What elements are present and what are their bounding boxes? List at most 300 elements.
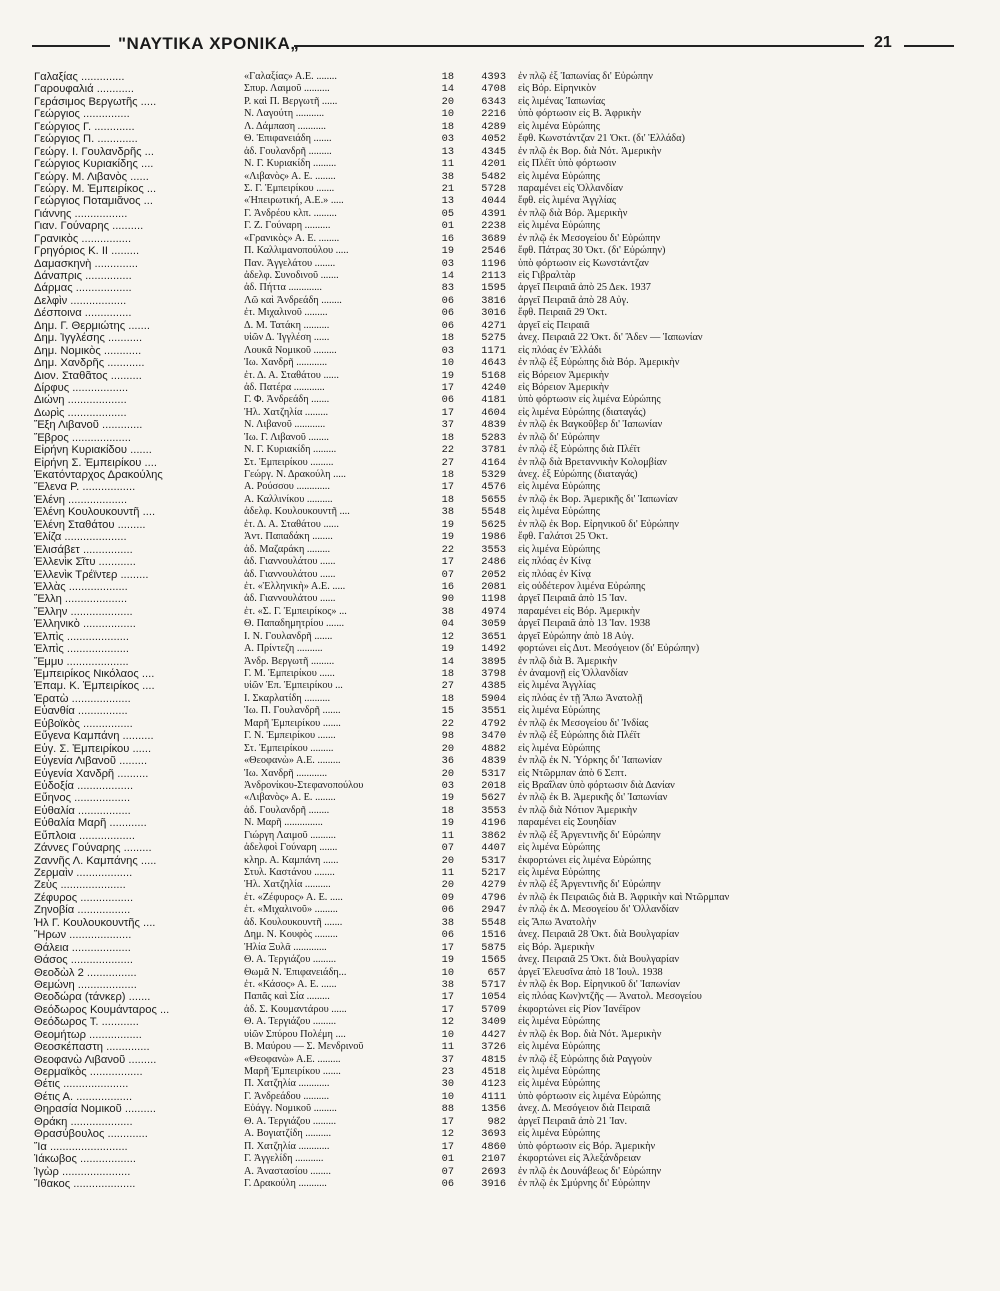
ship-name: Ζερμαὶν .................. (34, 867, 133, 879)
owner-name: υἱῶν Σπύρου Πολέμη .... (244, 1028, 346, 1040)
owner-name: ἀδ. Γιαννουλάτου ...... (244, 556, 336, 568)
tonnage: 4974 (481, 605, 506, 618)
owner-name: Ἰω. Χανδρῆ ............ (244, 357, 328, 369)
owner-name: ἀδελφ. Συνοδινοῦ ....... (244, 270, 339, 281)
ship-name: Ζεὺς ..................... (34, 879, 126, 892)
ship-name: Εὐγενία Χανδρῆ .......... (34, 767, 149, 780)
table-row (34, 432, 974, 444)
ship-position: ὑπὸ φόρτωσιν εἰς λιμένα Εὐρώπης (518, 394, 661, 406)
tonnage: 4279 (481, 879, 506, 892)
tonnage: 1986 (481, 531, 506, 544)
ship-name: Θερμαϊκὸς ................. (34, 1066, 143, 1078)
table-row (34, 1153, 974, 1165)
ship-name: Εὐθαλία ................. (34, 804, 131, 817)
ship-position: ἐν πλῷ ἐξ Εὐρώπης διὰ Πλέϊτ (518, 730, 641, 742)
ship-position: εἰς λιμένα Εὐρώπης (518, 1041, 600, 1053)
ship-name: Ἰγὼρ ...................... (34, 1165, 131, 1178)
table-row (34, 220, 974, 232)
ship-name: Δωρὶς ................... (34, 406, 127, 419)
ship-name: Ἑλλὰς ................... (34, 580, 128, 593)
owner-name: Θ. Ἐπιφανειάδη ....... (244, 133, 332, 145)
build-year: 11 (441, 1041, 454, 1054)
tonnage: 5275 (481, 332, 506, 345)
ship-position: ἐκφορτώνει εἰς Ρίον Ἰανέϊρον (518, 1003, 641, 1015)
table-row (34, 867, 974, 879)
ship-name: Ἑλένη ................... (34, 493, 128, 506)
tonnage: 4643 (481, 357, 506, 370)
ship-name: Ἕλλην .................... (34, 605, 133, 618)
ship-name: Εὐγ. Σ. Ἐμπειρίκου ...... (34, 742, 152, 755)
owner-name: «Ἠπειρωτική, Α.Ε.» ..... (244, 195, 344, 207)
page-header (32, 34, 982, 56)
build-year: 19 (441, 817, 454, 830)
ship-name: Θεοδώρα (τάνκερ) ....... (34, 991, 151, 1004)
owner-name: Ν. Γ. Κυριακίδη ......... (244, 444, 337, 456)
table-row (34, 1116, 974, 1128)
build-year: 14 (441, 270, 454, 282)
ship-name: Γεώργ. Ι. Γουλανδρῆς ... (34, 145, 155, 158)
table-row (34, 1178, 974, 1190)
ship-name: Ζάννες Γούναρης ......... (34, 842, 152, 855)
owner-name: Π. Χατζηλία ............ (244, 1078, 330, 1090)
tonnage: 3409 (481, 1016, 506, 1029)
table-row (34, 258, 974, 270)
table-row (34, 805, 974, 817)
build-year: 19 (441, 954, 454, 967)
tonnage: 2052 (481, 568, 506, 581)
ship-name: Γαλαξίας .............. (34, 71, 125, 83)
ship-name: Θρασύβουλος ............. (34, 1128, 148, 1141)
build-year: 18 (441, 469, 454, 481)
owner-name: Στυλ. Καστάνου ........ (244, 867, 335, 878)
table-row (34, 195, 974, 207)
ship-name: Θάσος .................... (34, 954, 133, 967)
build-year: 20 (441, 742, 454, 755)
ship-name: Γεώργ. Μ. Λιβανὸς ...... (34, 170, 149, 183)
owner-name: «Λιβανὸς» Α. Ε. ........ (244, 792, 336, 804)
ship-name: Ἔβρος ................... (34, 431, 131, 444)
ship-name: Εὐθαλία Μαρῆ ............ (34, 817, 147, 830)
ship-name: Δάρμας .................. (34, 282, 132, 295)
build-year: 17 (441, 941, 454, 954)
build-year: 04 (441, 618, 454, 631)
build-year: 17 (441, 1115, 454, 1128)
table-row (34, 917, 974, 929)
build-year: 27 (441, 680, 454, 693)
tonnage: 3816 (481, 294, 506, 307)
owner-name: Ρ. καὶ Π. Βεργωτῆ ...... (244, 95, 338, 107)
ship-position: ἀργεῖ Πειραιᾶ ἀπὸ 28 Αὐγ. (518, 294, 629, 306)
table-row (34, 768, 974, 780)
table-row (34, 519, 974, 531)
tonnage: 2113 (481, 270, 506, 282)
owner-name: Θ. Παπαδημητρίου ....... (244, 618, 345, 630)
ship-position: ἀργεῖ Ἐλευσῖνα ἀπὸ 18 Ἰουλ. 1938 (518, 966, 663, 978)
build-year: 06 (441, 904, 454, 917)
table-row (34, 531, 974, 543)
tonnage: 5548 (481, 506, 506, 519)
build-year: 14 (441, 655, 454, 668)
ship-position: εἰς Γιβραλτὰρ (518, 270, 576, 281)
ship-name: Ἑλένη Κουλουκουντῆ .... (34, 506, 156, 519)
ship-positions-table (34, 71, 974, 1190)
ship-name: Ἕλλη .................... (34, 593, 128, 606)
table-row (34, 631, 974, 643)
ship-position: εἰς λιμένα Εὐρώπης (518, 705, 600, 717)
tonnage: 1565 (481, 954, 506, 967)
owner-name: Ν. Μαρῆ ............... (244, 817, 323, 829)
table-row (34, 1091, 974, 1103)
ship-position: εἰς πλόας ἐν Ἑλλάδι (518, 344, 602, 356)
ship-position: παραμένει εἰς Σουηδίαν (518, 817, 617, 829)
tonnage: 3693 (481, 1128, 506, 1141)
ship-position: εἰς λιμένα Εὐρώπης (518, 506, 600, 518)
build-year: 90 (441, 593, 454, 606)
ship-position: ἀργεῖ Πειραιᾶ ἀπὸ 25 Δεκ. 1937 (518, 282, 651, 294)
tonnage: 3551 (481, 705, 506, 718)
table-row (34, 693, 974, 705)
table-row (34, 419, 974, 431)
owner-name: Α. Ρούσσου ............. (244, 481, 330, 493)
owner-name: Δημ. Ν. Κουφὸς ......... (244, 929, 338, 941)
ship-name: Δάναπρις ............... (34, 270, 132, 282)
ship-position: ἐν πλῷ ἐκ Πειραιῶς διὰ Β. Ἀφρικὴν καὶ Ντῶρμπαν (518, 891, 730, 903)
owner-name: ἀδ. Γιαννουλάτου ...... (244, 568, 336, 580)
build-year: 03 (441, 133, 454, 146)
owner-name: ἀδ. Γουλανδρῆ ........ (244, 804, 330, 816)
tonnage: 3895 (481, 655, 506, 668)
ship-position: ἀνεχ. Πειραιᾶ 25 Ὀκτ. διὰ Βουλγαρίαν (518, 954, 679, 966)
ship-name: Ἑλένη Σταθάτου ......... (34, 518, 146, 531)
ship-position: ἔφθ. Πειραιᾶ 29 Ὀκτ. (518, 307, 608, 319)
owner-name: Α. Πρίντεζη .......... (244, 643, 323, 655)
tonnage: 1516 (481, 929, 506, 942)
build-year: 88 (441, 1103, 454, 1116)
table-row (34, 1016, 974, 1028)
ship-name: Δαμασκηνὴ .............. (34, 257, 139, 270)
ship-name: Ἑλισάβετ ................ (34, 543, 133, 556)
ship-name: Εἰρήνη Κυριακίδου ....... (34, 444, 152, 457)
ship-name: Ζηνοβία ................. (34, 904, 131, 917)
tonnage: 4052 (481, 133, 506, 146)
table-row (34, 1103, 974, 1115)
ship-position: ἐκφορτώνει εἰς Ἀλεξάνδρειαν (518, 1153, 641, 1165)
owner-name: Ἰω. Γ. Λιβανοῦ ........ (244, 431, 330, 443)
header-rule-middle (294, 45, 864, 47)
table-row (34, 481, 974, 493)
table-row (34, 1066, 974, 1078)
ship-position: ἐν πλῷ ἐκ Σμύρνης δι' Εὐρώπην (518, 1177, 651, 1189)
ship-name: Ἐμπειρίκος Νικόλαος .... (34, 668, 155, 680)
ship-name: Γρανικὸς ................ (34, 232, 132, 245)
tonnage: 4385 (481, 680, 506, 693)
tonnage: 1054 (481, 991, 506, 1004)
build-year: 17 (441, 481, 454, 494)
tonnage: 4792 (481, 717, 506, 730)
ship-position: ἀνεχ. ἐξ Εὐρώπης (διαταγάς) (518, 469, 638, 480)
table-row (34, 133, 974, 145)
tonnage: 4882 (481, 742, 506, 755)
table-row (34, 345, 974, 357)
tonnage: 5217 (481, 867, 506, 879)
tonnage: 5548 (481, 916, 506, 929)
tonnage: 2486 (481, 556, 506, 569)
header-rule-right (904, 45, 954, 47)
table-row (34, 320, 974, 332)
build-year: 98 (441, 730, 454, 743)
table-row (34, 1041, 974, 1053)
owner-name: Ἰω. Χανδρῆ ............ (244, 767, 328, 779)
tonnage: 4181 (481, 394, 506, 407)
ship-position: ἐν πλῷ ἐκ Βορ. Εἰρηνικοῦ δι' Ἰαπωνίαν (518, 978, 681, 990)
owner-name: Ἀνδρονίκου-Στεφανοπούλου (244, 779, 364, 791)
ship-position: ἐν πλῷ ἐκ Βαγκοῦβερ δι' Ἰαπωνίαν (518, 419, 663, 431)
ship-name: Ἠλ Γ. Κουλουκουντῆς .... (34, 916, 156, 929)
ship-name: Γαρουφαλιά ............ (34, 83, 135, 96)
ship-name: Εὔγενα Καμπάνη .......... (34, 730, 154, 743)
ship-position: ἐν πλῷ ἐκ Βορ. Ἀμερικῆς δι' Ἰαπωνίαν (518, 493, 678, 505)
owner-name: ἀδ. Κουλουκουντῆ ....... (244, 916, 343, 928)
ship-position: εἰς λιμένα Εὐρώπης (518, 120, 600, 132)
owner-name: ἐτ. «Κάσος» Α. Ε. ...... (244, 978, 337, 990)
table-row (34, 643, 974, 655)
owner-name: Ν. Λαγούτη ........... (244, 108, 325, 120)
ship-position: παραμένει εἰς Βόρ. Ἀμερικὴν (518, 605, 640, 617)
ship-name: Ἑλλενὶκ Τρέϊντερ ......... (34, 568, 149, 581)
ship-name: Εὔπλοια .................. (34, 829, 135, 842)
build-year: 38 (441, 506, 454, 519)
ship-name: Ἑκατόνταρχος Δρακούλης (34, 469, 163, 481)
build-year: 18 (441, 120, 454, 133)
build-year: 37 (441, 1053, 454, 1066)
tonnage: 3798 (481, 668, 506, 680)
tonnage: 3553 (481, 804, 506, 817)
build-year: 20 (441, 767, 454, 780)
ship-name: Ἑλληνικὸ ................. (34, 618, 136, 631)
table-row (34, 967, 974, 979)
tonnage: 1492 (481, 643, 506, 656)
table-row (34, 581, 974, 593)
build-year: 12 (441, 1016, 454, 1029)
owner-name: ἐτ. «Μιχαλινοῦ» ......... (244, 904, 338, 916)
owner-name: Μαρῆ Ἐμπειρίκου ....... (244, 717, 341, 729)
ship-position: εἰς Βόρ. Ἀμερικὴν (518, 941, 595, 953)
table-row (34, 1054, 974, 1066)
tonnage: 2693 (481, 1165, 506, 1178)
ship-position: ἐν ἀναμονῇ εἰς Ὀλλανδίαν (518, 668, 628, 679)
tonnage: 5655 (481, 493, 506, 506)
ship-name: Ζέφυρος ................. (34, 891, 134, 904)
table-row (34, 83, 974, 95)
ship-position: ἐν πλῷ ἐκ Βορ. διὰ Νότ. Ἀμερικὴν (518, 145, 662, 157)
owner-name: υἱῶν Ἐπ. Ἐμπειρίκου ... (244, 680, 343, 692)
table-row (34, 183, 974, 195)
build-year: 06 (441, 319, 454, 332)
ship-position: ἀργεῖ Πειραιᾶ ἀπὸ 13 Ἰαν. 1938 (518, 618, 651, 630)
owner-name: Γ. Ἀνδρεάδου .......... (244, 1090, 330, 1102)
tonnage: 3916 (481, 1177, 506, 1190)
build-year: 17 (441, 1003, 454, 1016)
tonnage: 6343 (481, 95, 506, 108)
ship-position: ἐν πλῷ ἐκ Δουνάβεως δι' Εὐρώπην (518, 1165, 662, 1177)
build-year: 12 (441, 630, 454, 643)
tonnage: 4427 (481, 1028, 506, 1041)
ship-name: Γεώργιος ............... (34, 108, 130, 121)
table-row (34, 718, 974, 730)
build-year: 20 (441, 854, 454, 867)
build-year: 07 (441, 1165, 454, 1178)
build-year: 38 (441, 605, 454, 618)
journal-title: "ΝΑΥΤΙΚΑ ΧΡΟΝΙΚΑ„ (118, 34, 300, 53)
tonnage: 5875 (481, 941, 506, 954)
table-row (34, 593, 974, 605)
ship-name: Ἔμμυ .................... (34, 655, 129, 668)
owner-name: Λῶ καὶ Ἀνδρεάδη ........ (244, 294, 342, 306)
ship-name: Θεοφανὼ Λιβανοῦ ......... (34, 1053, 157, 1066)
tonnage: 4289 (481, 120, 506, 133)
owner-name: Γ. Μ. Ἐμπειρίκου ...... (244, 668, 335, 679)
ship-position: ἐν πλῷ ἐκ Μεσογείου δι' Ἰνδίας (518, 717, 649, 729)
tonnage: 2546 (481, 245, 506, 258)
ship-position: ἐν πλῷ ἐκ Β. Ἀμερικῆς δι' Ἰαπωνίαν (518, 792, 668, 804)
ship-name: Ἐρατὼ ................... (34, 692, 131, 705)
build-year: 11 (441, 158, 454, 171)
ship-position: εἰς λιμένα Εὐρώπης (518, 170, 600, 182)
owner-name: Ἰω. Π. Γουλανδρῆ ....... (244, 705, 341, 717)
tonnage: 5317 (481, 854, 506, 867)
ship-name: Θράκη .................... (34, 1115, 133, 1128)
ship-position: ὑπὸ φόρτωσιν εἰς Β. Ἀφρικὴν (518, 108, 641, 120)
ship-position: εἰς Ντῶρμπαν ἀπὸ 6 Σεπτ. (518, 767, 627, 779)
ship-position: ἀργεῖ Πειραιᾶ ἀπὸ 15 Ἰαν. (518, 593, 628, 605)
build-year: 01 (441, 1153, 454, 1166)
ship-name: Θεμώνη ................... (34, 978, 137, 991)
owner-name: Π. Καλλιμανοπούλου ..... (244, 245, 349, 257)
tonnage: 3016 (481, 307, 506, 320)
ship-name: Ἴθακος .................... (34, 1177, 136, 1190)
owner-name: «Θεοφανὼ» Α.Ε. ......... (244, 755, 341, 767)
table-row (34, 394, 974, 406)
build-year: 16 (441, 232, 454, 245)
owner-name: Σπυρ. Λαιμοῦ .......... (244, 83, 330, 95)
tonnage: 5329 (481, 469, 506, 481)
owner-name: «Λιβανὸς» Α. Ε. ........ (244, 170, 336, 182)
tonnage: 4240 (481, 381, 506, 394)
tonnage: 2081 (481, 580, 506, 593)
ship-name: Ἐλπὶς .................... (34, 630, 130, 643)
ship-position: εἰς Βόρειον Ἀμερικὴν (518, 369, 609, 381)
ship-name: Δελφὶν .................. (34, 294, 127, 307)
table-row (34, 954, 974, 966)
table-row (34, 792, 974, 804)
ship-name: Θεοσκέπαστη .............. (34, 1041, 150, 1054)
ship-position: ἐν πλῷ ἐξ Εὐρώπης διὰ Βόρ. Ἀμερικὴν (518, 357, 680, 369)
ship-name: Εὐβοϊκὸς ................ (34, 717, 133, 730)
table-row (34, 755, 974, 767)
build-year: 19 (441, 643, 454, 656)
ship-position: εἰς λιμένα Εὐρώπης (518, 220, 600, 232)
tonnage: 5904 (481, 692, 506, 705)
tonnage: 4708 (481, 83, 506, 96)
owner-name: ἀδ. Γουλανδρῆ ......... (244, 145, 332, 157)
tonnage: 3059 (481, 618, 506, 631)
header-rule-left (32, 45, 110, 47)
ship-position: εἰς λιμένα Εὐρώπης (518, 742, 600, 754)
build-year: 17 (441, 1140, 454, 1153)
ship-position: ἔφθ. Γαλάτσι 25 Ὀκτ. (518, 531, 609, 543)
ship-position: ἐν πλῷ ἐξ Εὐρώπης διὰ Ραγγοὺν (518, 1053, 652, 1065)
tonnage: 4407 (481, 842, 506, 855)
ship-position: εἰς Ἄπω Ἀνατολὴν (518, 916, 597, 928)
owner-name: Θ. Α. Τεργιάζου ......... (244, 1016, 337, 1028)
tonnage: 4839 (481, 419, 506, 432)
ship-position: εἰς λιμένα Εὐρώπης (518, 1016, 600, 1028)
owner-name: ἐτ. «Ἑλληνικὴ» Α.Ε. ..... (244, 580, 346, 592)
tonnage: 4796 (481, 891, 506, 904)
owner-name: Στ. Ἐμπειρίκου ......... (244, 742, 334, 754)
build-year: 05 (441, 207, 454, 220)
owner-name: Γ. Ἀγγελίδη ........... (244, 1153, 324, 1165)
owner-name: Λουκᾶ Νομικοῦ ......... (244, 344, 337, 356)
tonnage: 4839 (481, 755, 506, 768)
ship-name: Γεώργιος Π. ............. (34, 133, 138, 146)
tonnage: 4044 (481, 195, 506, 208)
ship-position: ἐν πλῷ διὰ Βρεταννικὴν Κολομβίαν (518, 456, 667, 468)
ship-name: Διώνη ................... (34, 394, 127, 407)
ship-name: Ἑλλενὶκ Σῖτυ ............ (34, 556, 136, 569)
owner-name: Ν. Γ. Κυριακίδη ......... (244, 158, 337, 170)
ship-position: ἐν πλῷ ἐκ Δ. Μεσογείου δι' Ὀλλανδίαν (518, 904, 679, 916)
ship-position: ἐν πλῷ ἐκ Μεσογείου δι' Εὐρώπην (518, 232, 661, 244)
ship-name: Ἐλπὶς .................... (34, 643, 130, 656)
build-year: 23 (441, 1066, 454, 1078)
build-year: 06 (441, 307, 454, 320)
owner-name: Παπᾶς καὶ Σία ......... (244, 991, 330, 1003)
table-row (34, 108, 974, 120)
ship-name: Θέτις ..................... (34, 1078, 129, 1091)
table-row (34, 892, 974, 904)
tonnage: 657 (487, 966, 506, 979)
ship-name: Θέτις Α. .................. (34, 1090, 133, 1103)
table-row (34, 96, 974, 108)
table-row (34, 817, 974, 829)
table-row (34, 444, 974, 456)
table-row (34, 879, 974, 891)
build-year: 10 (441, 1090, 454, 1103)
owner-name: ἐτ. Δ. Α. Σταθάτου ...... (244, 518, 339, 530)
owner-name: Λ. Δάμπαση ........... (244, 120, 327, 132)
tonnage: 2238 (481, 220, 506, 233)
ship-name: Θηρασία Νομικοῦ .......... (34, 1103, 156, 1116)
tonnage: 1198 (481, 593, 506, 606)
ship-name: Ἐπαμ. Κ. Ἐμπειρίκος .... (34, 680, 155, 693)
build-year: 06 (441, 1177, 454, 1190)
owner-name: υἱῶν Δ. Ἰγγλέση ...... (244, 332, 330, 344)
ship-position: εἰς οὐδέτερον λιμένα Εὐρώπης (518, 580, 646, 592)
table-row (34, 469, 974, 481)
build-year: 12 (441, 1128, 454, 1141)
owner-name: Γιώργη Λαιμοῦ .......... (244, 829, 336, 841)
build-year: 22 (441, 717, 454, 730)
owner-name: ἀδελφοὶ Γούναρη ....... (244, 842, 338, 854)
table-row (34, 332, 974, 344)
owner-name: Ἠλ. Χατζηλία ......... (244, 406, 329, 418)
ship-position: ἐν πλῷ ἐκ Ν. Ὑόρκης δι' Ἰαπωνίαν (518, 755, 662, 767)
tonnage: 4815 (481, 1053, 506, 1066)
ship-position: εἰς λιμένα Εὐρώπης (518, 481, 600, 493)
table-row (34, 855, 974, 867)
owner-name: Μαρῆ Ἐμπειρίκου ....... (244, 1066, 341, 1077)
